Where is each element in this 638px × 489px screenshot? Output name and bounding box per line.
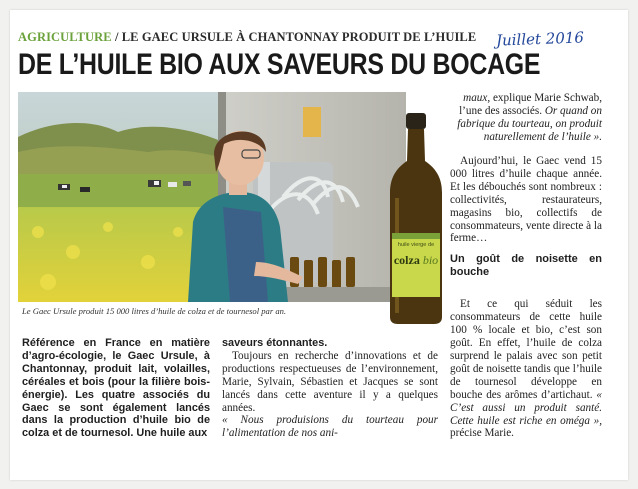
column-1 (22, 337, 210, 440)
col3-paragraph-2: Aujourd’hui, le Gaec vend 15 000 litres d’huile chaque année. Et les débouchés sont nombreux : collectivités, restaurateurs, magasins bio, collectifs de consommateurs, vente directe à la ferme… (450, 155, 602, 245)
col3-quote-start: maux, (463, 92, 491, 104)
bottle-graphic (385, 113, 447, 325)
poster (303, 107, 321, 137)
article-kicker (18, 30, 476, 45)
col3-p3-quote: « C’est aussi un produit santé. Cette huile est riche en oméga », (450, 388, 602, 427)
col3-text: explique Marie Schwab, l’une des associés. (459, 92, 602, 117)
col3-p3-text: Et ce qui séduit les consommateurs de cette huile 100 % locale et bio, c’est son goût. En effet, l’huile de colza surprend le palais avec son petit goût de noisette tandis que l’huile de tournesol développe en bouche des arômes d’artichaut. (450, 298, 602, 401)
kicker-category: AGRICULTURE (18, 30, 112, 44)
column-2 (222, 337, 438, 440)
col3-paragraph-1 (448, 92, 602, 144)
col2-paragraph: Toujours en recherche d’innovations et de productions respectueuses de l’environnement, Marie, Sylvain, Sébastien et Jacques se sont lancés dans cette aventure il y a quelques années. (222, 349, 438, 414)
article-headline: DE L’HUILE BIO AUX SAVEURS DU BOCAGE (18, 48, 541, 81)
photo-illustration (18, 92, 406, 302)
column-3-middle (450, 155, 602, 440)
column-3-top (448, 92, 602, 144)
col3-subhead: Un goût de noisette en bouche (450, 253, 602, 279)
lead-paragraph: Référence en France en matière d’agro-écologie, le Gaec Ursule, à Chantonnay, produit lait, volailles, céréales et bois (pour la filière bois-énergie). Les quatre associés du Gaec se sont également lancés dans la production d’huile bio de colza et de tournesol. Une huile aux (22, 337, 210, 440)
col3-paragraph-3 (450, 298, 602, 440)
kicker-separator: / (111, 30, 122, 44)
article-photo (18, 92, 406, 302)
col3-p3-end: précise Marie. (450, 427, 514, 440)
photo-caption: Le Gaec Ursule produit 15 000 litres d’huile de colza et de tournesol par an. (22, 306, 287, 316)
kicker-text: LE GAEC URSULE À CHANTONNAY PRODUIT DE L’HUILE (121, 30, 477, 44)
bottle-label-colza (392, 253, 440, 268)
bottle-label-line3: bio (422, 253, 439, 267)
green-meadow (18, 174, 223, 209)
oil-bottle-image (385, 113, 447, 325)
col3-quote-end: Or quand on fabrique du tourteau, on produit naturellement de l’huile ». (457, 104, 602, 143)
handwritten-date: Juillet 2016 (495, 28, 585, 50)
bottle-label-line1: huile vierge de (397, 242, 435, 248)
col2-quote: « Nous produisions du tourteau pour l’alimentation de nos ani- (222, 414, 438, 440)
lead-paragraph-end: saveurs étonnantes. (222, 337, 328, 349)
bottle-label-line2: colza (393, 253, 420, 267)
